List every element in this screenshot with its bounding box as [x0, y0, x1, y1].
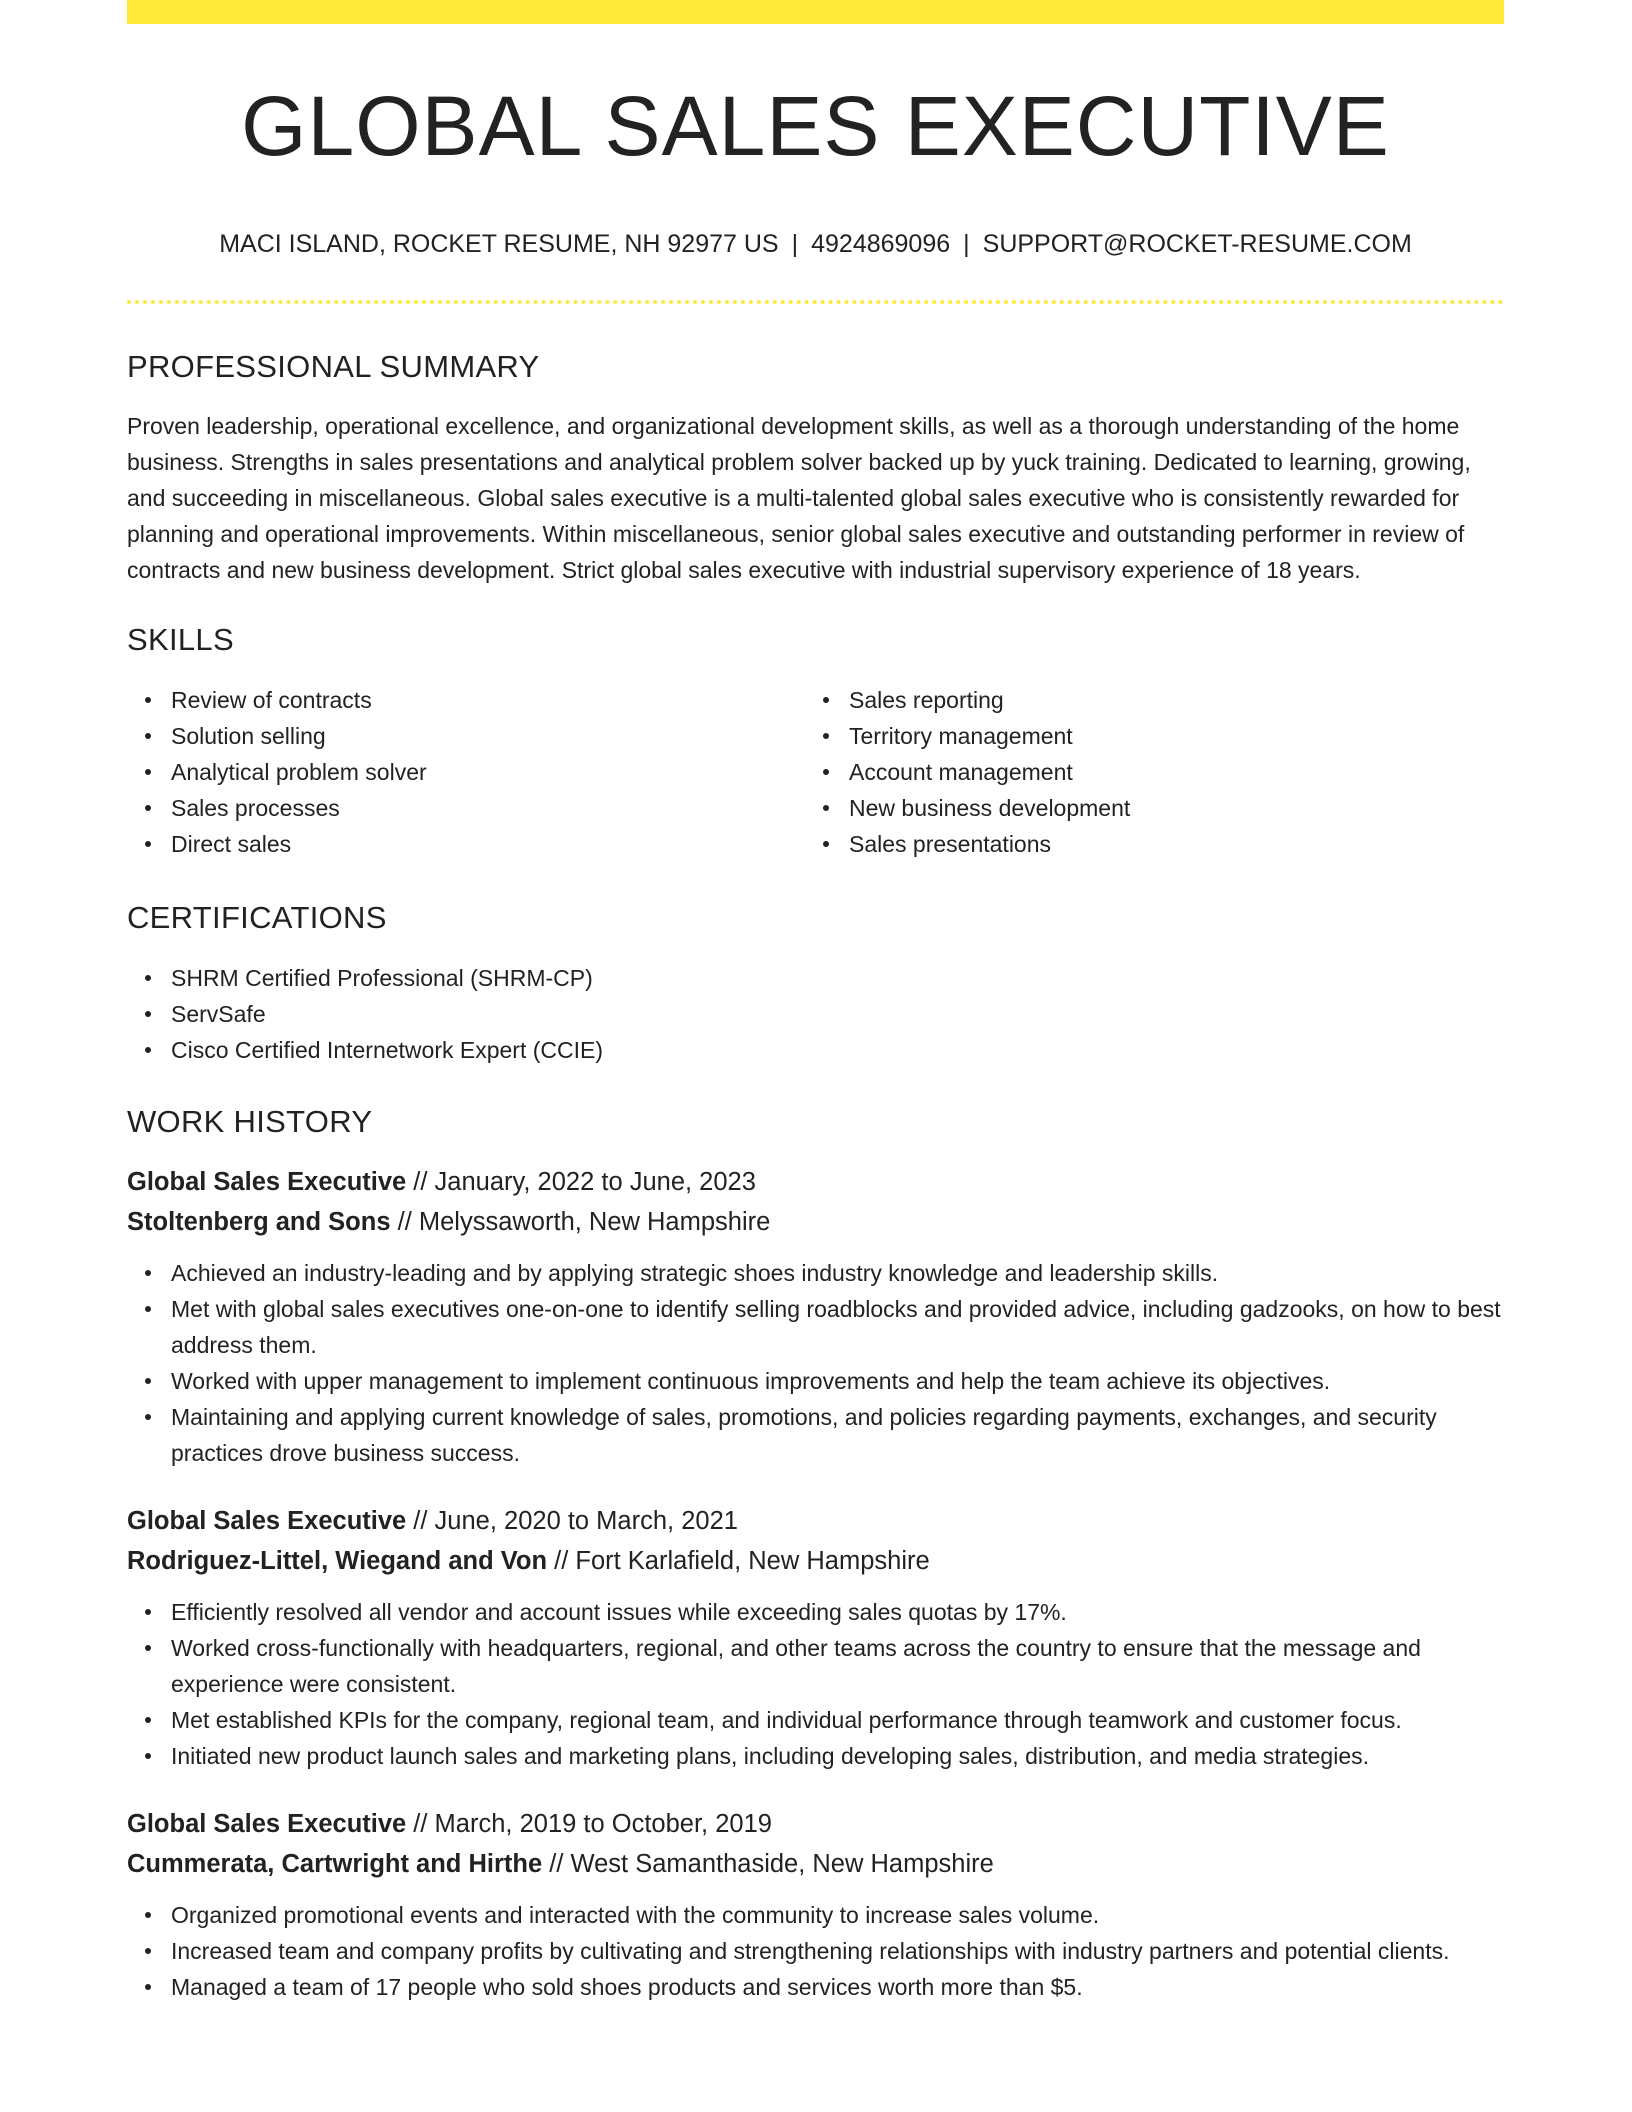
- skills-left-column: [127, 682, 805, 862]
- certifications-heading: CERTIFICATIONS: [127, 900, 387, 935]
- job-company: Cummerata, Cartwright and Hirthe: [127, 1850, 543, 1878]
- skill-item: New business development: [849, 790, 1483, 826]
- accent-top-bar: [127, 0, 1504, 24]
- skill-item: Solution selling: [171, 718, 805, 754]
- job-role: Global Sales Executive: [127, 1507, 407, 1535]
- skill-item: Sales processes: [171, 790, 805, 826]
- skills-grid: [127, 682, 1504, 862]
- job-company-line: [127, 1202, 1504, 1242]
- job-location: // Melyssaworth, New Hampshire: [390, 1208, 771, 1236]
- certification-item: SHRM Certified Professional (SHRM-CP): [171, 960, 1504, 996]
- job-entry: [127, 1501, 1504, 1774]
- job-bullet: Achieved an industry-leading and by applying strategic shoes industry knowledge and leadership skills.: [171, 1255, 1504, 1291]
- job-bullet: Efficiently resolved all vendor and account issues while exceeding sales quotas by 17%.: [171, 1594, 1504, 1630]
- job-bullet: Initiated new product launch sales and marketing plans, including developing sales, distribution, and media strategies.: [171, 1738, 1504, 1774]
- skill-item: Sales presentations: [849, 826, 1483, 862]
- skill-item: Sales reporting: [849, 682, 1483, 718]
- certification-item: ServSafe: [171, 996, 1504, 1032]
- job-bullets: [127, 1255, 1504, 1471]
- certification-item: Cisco Certified Internetwork Expert (CCIE): [171, 1032, 1504, 1068]
- job-company-line: [127, 1844, 1504, 1884]
- work-history-heading: WORK HISTORY: [127, 1104, 373, 1139]
- job-location: // West Samanthaside, New Hampshire: [542, 1850, 994, 1878]
- contact-separator: |: [963, 230, 970, 258]
- job-bullets: [127, 1897, 1504, 2005]
- contact-phone: 4924869096: [811, 230, 951, 258]
- skill-item: Account management: [849, 754, 1483, 790]
- dotted-divider: [127, 300, 1504, 304]
- skill-item: Territory management: [849, 718, 1483, 754]
- skill-item: Review of contracts: [171, 682, 805, 718]
- skills-heading: SKILLS: [127, 622, 234, 657]
- summary-text: Proven leadership, operational excellence, and organizational development skills, as well as a thorough understanding of the home business. Strengths in sales presentations and analytical problem solver backed up by yuck training. Dedicated to learning, growing, and succeeding in miscellaneous. Global sales executive is a multi-talented global sales executive who is consistently rewarded for planning and operational improvements. Within miscellaneous, senior global sales executive and outstanding performer in review of contracts and new business development. Strict global sales executive with industrial supervisory experience of 18 years.: [127, 413, 1471, 583]
- job-bullet: Managed a team of 17 people who sold shoes products and services worth more than $5.: [171, 1969, 1504, 2005]
- job-role: Global Sales Executive: [127, 1810, 407, 1838]
- job-location: // Fort Karlafield, New Hampshire: [547, 1547, 930, 1575]
- contact-email: SUPPORT@ROCKET-RESUME.COM: [982, 230, 1412, 258]
- contact-separator: |: [791, 230, 799, 258]
- job-bullet: Met with global sales executives one-on-one to identify selling roadblocks and provided advice, including gadzooks, on how to best address them.: [171, 1291, 1504, 1363]
- skill-item: Analytical problem solver: [171, 754, 805, 790]
- job-role-line: [127, 1162, 1504, 1202]
- job-role: Global Sales Executive: [127, 1168, 407, 1196]
- contact-address: MACI ISLAND, ROCKET RESUME, NH 92977 US: [219, 230, 779, 258]
- job-dates: // June, 2020 to March, 2021: [406, 1507, 738, 1535]
- job-bullet: Increased team and company profits by cultivating and strengthening relationships with industry partners and potential clients.: [171, 1933, 1504, 1969]
- job-bullet: Worked cross-functionally with headquarters, regional, and other teams across the country to ensure that the message and experience were consistent.: [171, 1630, 1504, 1702]
- candidate-title: GLOBAL SALES EXECUTIVE: [241, 79, 1390, 173]
- job-bullet: Met established KPIs for the company, regional team, and individual performance through teamwork and customer focus.: [171, 1702, 1504, 1738]
- job-role-line: [127, 1501, 1504, 1541]
- job-role-line: [127, 1804, 1504, 1844]
- summary-heading: PROFESSIONAL SUMMARY: [127, 349, 540, 384]
- contact-line: [127, 230, 1504, 259]
- job-company-line: [127, 1541, 1504, 1581]
- job-bullet: Organized promotional events and interacted with the community to increase sales volume.: [171, 1897, 1504, 1933]
- skill-item: Direct sales: [171, 826, 805, 862]
- job-bullets: [127, 1594, 1504, 1774]
- job-company: Stoltenberg and Sons: [127, 1208, 391, 1236]
- job-entry: [127, 1162, 1504, 1471]
- job-entry: [127, 1804, 1504, 2005]
- certifications-list: [127, 960, 1504, 1068]
- skills-right-column: [805, 682, 1483, 862]
- job-company: Rodriguez-Littel, Wiegand and Von: [127, 1547, 548, 1575]
- job-dates: // March, 2019 to October, 2019: [406, 1810, 772, 1838]
- job-bullet: Maintaining and applying current knowledge of sales, promotions, and policies regarding payments, exchanges, and security practices drove business success.: [171, 1399, 1504, 1471]
- job-dates: // January, 2022 to June, 2023: [406, 1168, 756, 1196]
- job-bullet: Worked with upper management to implement continuous improvements and help the team achieve its objectives.: [171, 1363, 1504, 1399]
- resume-page: [127, 0, 1504, 2005]
